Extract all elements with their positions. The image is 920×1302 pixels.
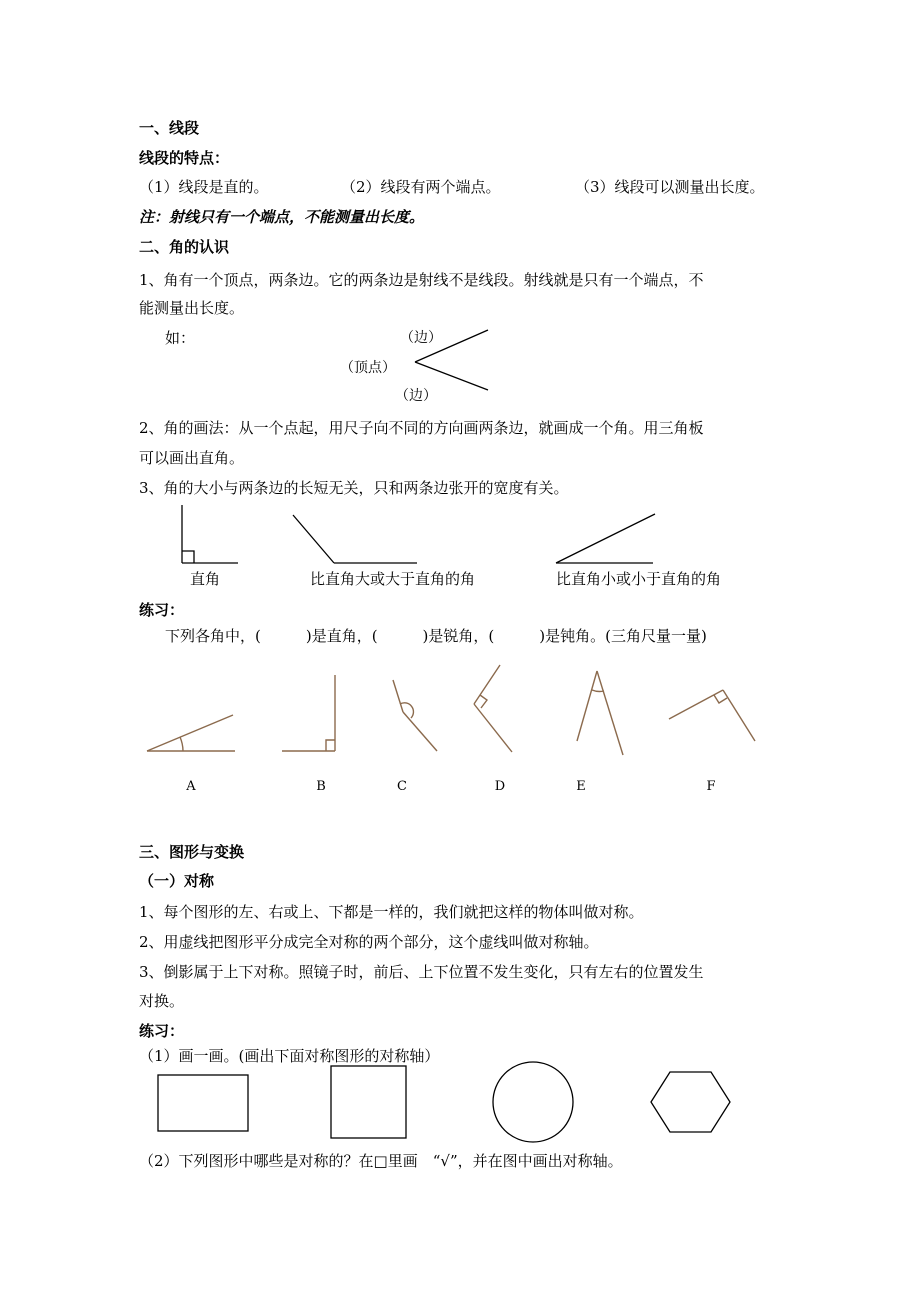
circle-shape: [493, 1062, 573, 1142]
angle-paragraph-2-line-2: 可以画出直角。: [139, 449, 245, 467]
section-title-shapes: 三、图形与变换: [139, 843, 245, 861]
example-angle-figure: [415, 330, 488, 390]
feature-3: （3）线段可以测量出长度。: [575, 178, 765, 196]
label-right-angle: 直角: [190, 570, 221, 588]
section-title-line-segment: 一、线段: [139, 119, 200, 137]
square-shape: [331, 1066, 406, 1138]
angle-label-d: D: [494, 779, 506, 794]
exercise-angle-b: [282, 675, 335, 751]
rectangle-shape: [158, 1075, 248, 1131]
exercise-angle-f: [669, 690, 755, 741]
angle-label-c: C: [397, 779, 407, 794]
exercise-angle-c: [393, 680, 437, 751]
acute-angle-figure: [556, 514, 655, 563]
angle-paragraph-1-line-2: 能测量出长度。: [139, 299, 245, 317]
label-obtuse-angle: 比直角大或大于直角的角: [310, 570, 476, 588]
symmetry-paragraph-1: 1、每个图形的左、右或上、下都是一样的，我们就把这样的物体叫做对称。: [139, 903, 644, 921]
label-acute-angle: 比直角小或小于直角的角: [556, 570, 722, 588]
symmetry-paragraph-3-line-2: 对换。: [139, 992, 185, 1010]
angle-paragraph-2-line-1: 2、角的画法：从一个点起，用尺子向不同的方向画两条边，就画成一个角。用三角板: [139, 419, 704, 437]
line-segment-features-heading: 线段的特点：: [139, 149, 230, 167]
angle-label-b: B: [316, 779, 326, 794]
exercise-prompt-angles: 下列各角中，( )是直角，( )是锐角，( )是钝角。(三角尺量一量): [165, 627, 707, 645]
exercise-title-angles: 练习：: [139, 601, 185, 619]
symmetry-paragraph-3-line-1: 3、倒影属于上下对称。照镜子时，前后、上下位置不发生变化，只有左右的位置发生: [139, 963, 704, 981]
angle-label-f: F: [706, 779, 716, 794]
feature-1: （1）线段是直的。: [139, 178, 269, 196]
angle-paragraph-3: 3、角的大小与两条边的长短无关，只和两条边张开的宽度有关。: [139, 479, 569, 497]
symmetry-subtitle: （一）对称: [139, 872, 215, 890]
symmetry-paragraph-2: 2、用虚线把图形平分成完全对称的两个部分，这个虚线叫做对称轴。: [139, 933, 599, 951]
exercise-q1: （1）画一画。(画出下面对称图形的对称轴）: [139, 1047, 440, 1065]
label-vertex: （顶点）: [340, 360, 396, 376]
label-edge-bottom: （边）: [395, 388, 437, 404]
feature-2: （2）线段有两个端点。: [341, 178, 501, 196]
exercise-angle-a: [147, 715, 235, 751]
exercise-angle-d: [474, 665, 512, 752]
exercise-angle-e: [577, 671, 623, 755]
label-edge-top: （边）: [400, 330, 442, 346]
ray-note: 注：射线只有一个端点，不能测量出长度。: [139, 208, 425, 226]
hexagon-shape: [651, 1072, 730, 1132]
right-angle-figure: [182, 505, 238, 563]
angle-label-e: E: [576, 779, 586, 794]
example-prefix: 如：: [165, 329, 196, 347]
exercise-title-symmetry: 练习：: [139, 1022, 185, 1040]
angle-label-a: A: [186, 779, 196, 794]
section-title-angle: 二、角的认识: [139, 238, 230, 256]
obtuse-angle-figure: [293, 515, 417, 563]
exercise-q2: （2）下列图形中哪些是对称的？在□里画 “√”，并在图中画出对称轴。: [139, 1152, 623, 1170]
angle-paragraph-1-line-1: 1、角有一个顶点，两条边。它的两条边是射线不是线段。射线就是只有一个端点，不: [139, 271, 704, 289]
